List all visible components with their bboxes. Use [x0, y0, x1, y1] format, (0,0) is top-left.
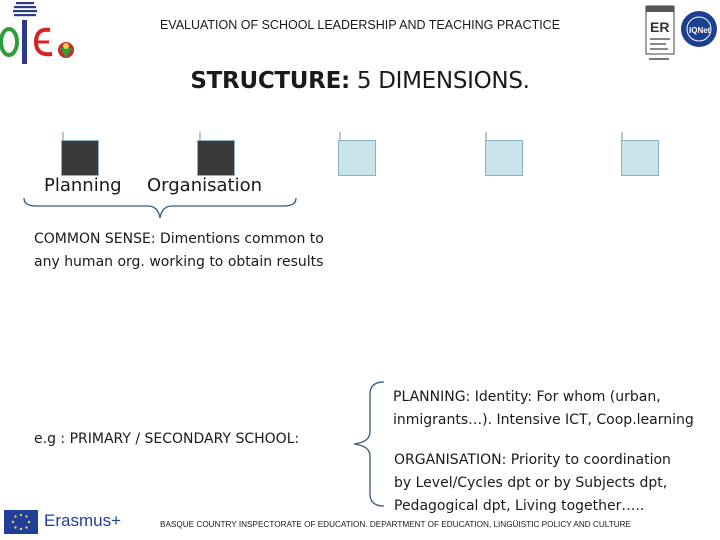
organisation-line-3: Pedagogical dpt, Living together….. — [394, 498, 645, 514]
eu-flag-icon — [4, 510, 38, 534]
dimension-box-4 — [485, 140, 523, 176]
organisation-description — [394, 449, 671, 518]
planning-line-2: inmigrants…). Intensive ICT, Coop.learning — [393, 412, 694, 428]
planning-line-1: PLANNING: Identity: For whom (urban, — [393, 389, 661, 405]
slide-title-bold: STRUCTURE: — [190, 68, 350, 94]
dimension-box-5 — [621, 140, 659, 176]
brace-vertical — [350, 380, 390, 510]
common-sense-line-2: any human org. working to obtain results — [34, 254, 324, 270]
brace-horizontal — [22, 196, 302, 224]
example-label: e.g : PRIMARY / SECONDARY SCHOOL: — [34, 431, 300, 447]
dimension-box-2 — [197, 140, 235, 176]
planning-description — [393, 386, 694, 432]
slide-title-rest: 5 DIMENSIONS. — [349, 68, 530, 94]
common-sense-line-1: COMMON SENSE: Dimentions common to — [34, 231, 324, 247]
erasmus-label: Erasmus+ — [44, 511, 121, 530]
header-title: EVALUATION OF SCHOOL LEADERSHIP AND TEACHING PRACTICE — [159, 18, 561, 32]
common-sense-text — [34, 228, 324, 274]
organisation-line-2: by Level/Cycles dpt or by Subjects dpt, — [394, 475, 668, 491]
iqnet-mark: IQNet — [689, 26, 711, 35]
dimension-label-organisation: Organisation — [147, 175, 263, 196]
dimension-box-1 — [61, 140, 99, 176]
dimension-label-planning: Planning — [44, 175, 122, 196]
erasmus-logo — [4, 508, 154, 538]
organisation-line-1: ORGANISATION: Priority to coordination — [394, 452, 671, 468]
er-mark: ER — [650, 19, 670, 35]
footer-text: BASQUE COUNTRY INSPECTORATE OF EDUCATION. DEPARTMENT OF EDUCATION, LINGÜISTIC POLICY AND CULTURE — [160, 520, 631, 529]
dimension-box-3 — [338, 140, 376, 176]
